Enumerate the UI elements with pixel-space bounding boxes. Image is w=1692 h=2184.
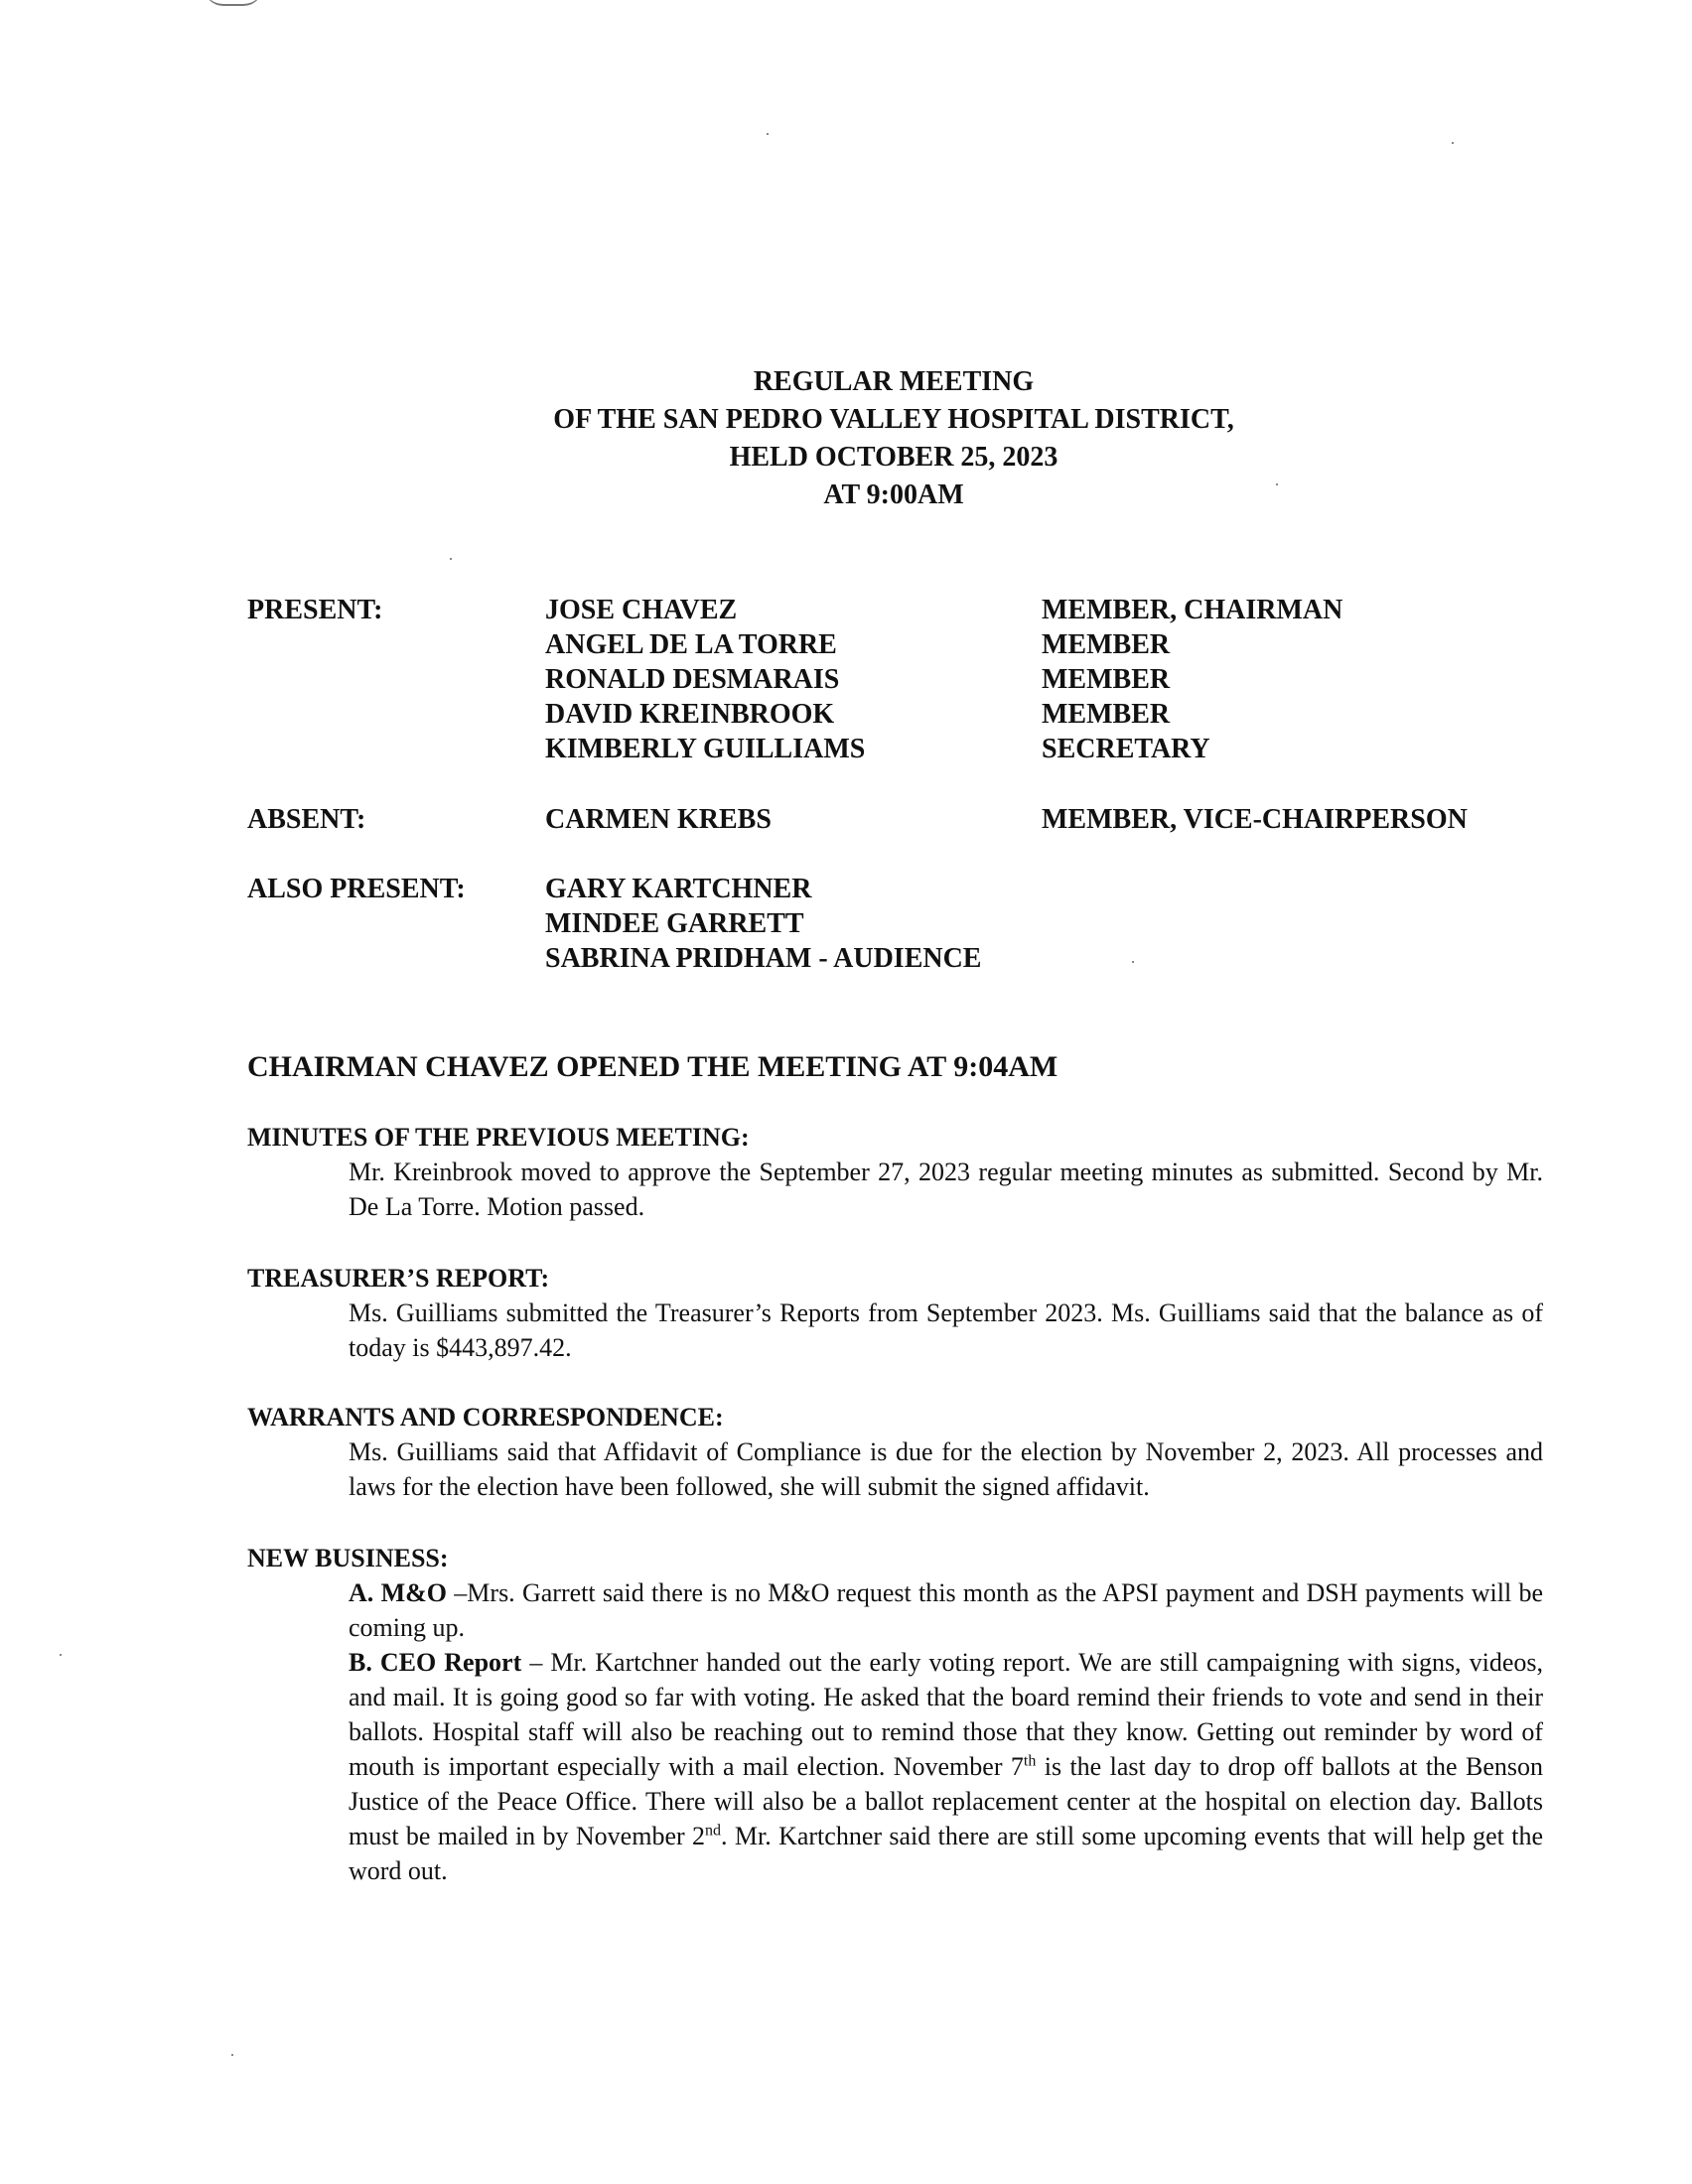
scan-speck bbox=[450, 558, 452, 560]
treasurer-section bbox=[247, 1262, 1543, 1365]
new-business-item-a bbox=[349, 1575, 1543, 1645]
scan-speck bbox=[60, 1654, 62, 1656]
warrants-section bbox=[247, 1401, 1543, 1504]
also-present-name: SABRINA PRIDHAM - AUDIENCE bbox=[545, 943, 982, 974]
ordinal-suffix: th bbox=[1023, 1752, 1037, 1770]
present-name: ANGEL DE LA TORRE bbox=[545, 629, 837, 660]
also-present-name: MINDEE GARRETT bbox=[545, 908, 804, 939]
new-business-section bbox=[247, 1542, 1543, 1888]
item-a-text: –Mrs. Garrett said there is no M&O request this month as the APSI payment and DSH payments will be coming up. bbox=[349, 1578, 1544, 1642]
present-role: MEMBER bbox=[1042, 629, 1171, 660]
title-line: REGULAR MEETING bbox=[753, 366, 1035, 397]
present-label: PRESENT: bbox=[247, 595, 383, 625]
present-role: MEMBER, CHAIRMAN bbox=[1042, 595, 1343, 625]
item-a-label: A. M&O bbox=[349, 1578, 447, 1607]
present-role: MEMBER bbox=[1042, 664, 1171, 695]
also-present-label: ALSO PRESENT: bbox=[247, 874, 466, 904]
item-b-label: B. CEO Report bbox=[349, 1648, 522, 1677]
minutes-section bbox=[247, 1121, 1543, 1224]
section-body: Mr. Kreinbrook moved to approve the September 27, 2023 regular meeting minutes as submitted. Second by Mr. De La Torre. Motion passed. bbox=[349, 1158, 1543, 1221]
meeting-title bbox=[0, 363, 1692, 514]
section-body: Ms. Guilliams submitted the Treasurer’s Reports from September 2023. Ms. Guilliams said that the balance as of today is $443,897.42. bbox=[349, 1298, 1543, 1362]
scan-speck bbox=[231, 2054, 233, 2056]
scan-speck bbox=[767, 133, 769, 135]
title-line: OF THE SAN PEDRO VALLEY HOSPITAL DISTRICT, bbox=[553, 404, 1234, 435]
present-name: DAVID KREINBROOK bbox=[545, 699, 835, 730]
item-b-text: . Mr. Kartchner said there are still some upcoming events that will help get the word out. bbox=[349, 1822, 1544, 1885]
title-line: HELD OCTOBER 25, 2023 bbox=[729, 442, 1058, 473]
also-present-name: GARY KARTCHNER bbox=[545, 874, 812, 904]
section-heading: WARRANTS AND CORRESPONDENCE: bbox=[247, 1403, 724, 1432]
present-role: SECRETARY bbox=[1042, 734, 1210, 764]
meeting-opened-heading: CHAIRMAN CHAVEZ OPENED THE MEETING AT 9:04AM bbox=[247, 1050, 1058, 1083]
ordinal-suffix: nd bbox=[705, 1822, 722, 1840]
section-heading: NEW BUSINESS: bbox=[247, 1544, 449, 1572]
scan-speck bbox=[1132, 961, 1134, 963]
present-name: RONALD DESMARAIS bbox=[545, 664, 840, 695]
section-body: Ms. Guilliams said that Affidavit of Compliance is due for the election by November 2, 2023. All processes and laws for the election have been followed, she will submit the signed affidavit. bbox=[349, 1437, 1543, 1501]
item-b-text: – Mr. Kartchner handed out the early voting report. We are still campaigning with signs, videos, and mail. It is going good so far with voting. He asked that the board remind their friends to vote and send in their ballots. Hospital staff will also be reaching out to remind those that they know. Getting out reminder by word of mouth is important especially with a mail election. November 7 bbox=[349, 1648, 1543, 1781]
absent-label: ABSENT: bbox=[247, 804, 366, 835]
absent-role: MEMBER, VICE-CHAIRPERSON bbox=[1042, 804, 1468, 835]
item-b-text: is the last day to drop off ballots at the Benson Justice of the Peace Office. There will also be a ballot replacement center at the hospital on election day. Ballots must be mailed in by November 2 bbox=[349, 1752, 1543, 1850]
section-heading: MINUTES OF THE PREVIOUS MEETING: bbox=[247, 1123, 750, 1152]
scan-speck bbox=[1452, 142, 1454, 144]
section-heading: TREASURER’S REPORT: bbox=[247, 1264, 550, 1293]
present-role: MEMBER bbox=[1042, 699, 1171, 730]
present-name: JOSE CHAVEZ bbox=[545, 595, 738, 625]
present-name: KIMBERLY GUILLIAMS bbox=[545, 734, 866, 764]
absent-name: CARMEN KREBS bbox=[545, 804, 772, 835]
new-business-item-b bbox=[349, 1645, 1543, 1888]
scan-corner-mark bbox=[204, 0, 263, 6]
title-line: AT 9:00AM bbox=[823, 479, 964, 510]
